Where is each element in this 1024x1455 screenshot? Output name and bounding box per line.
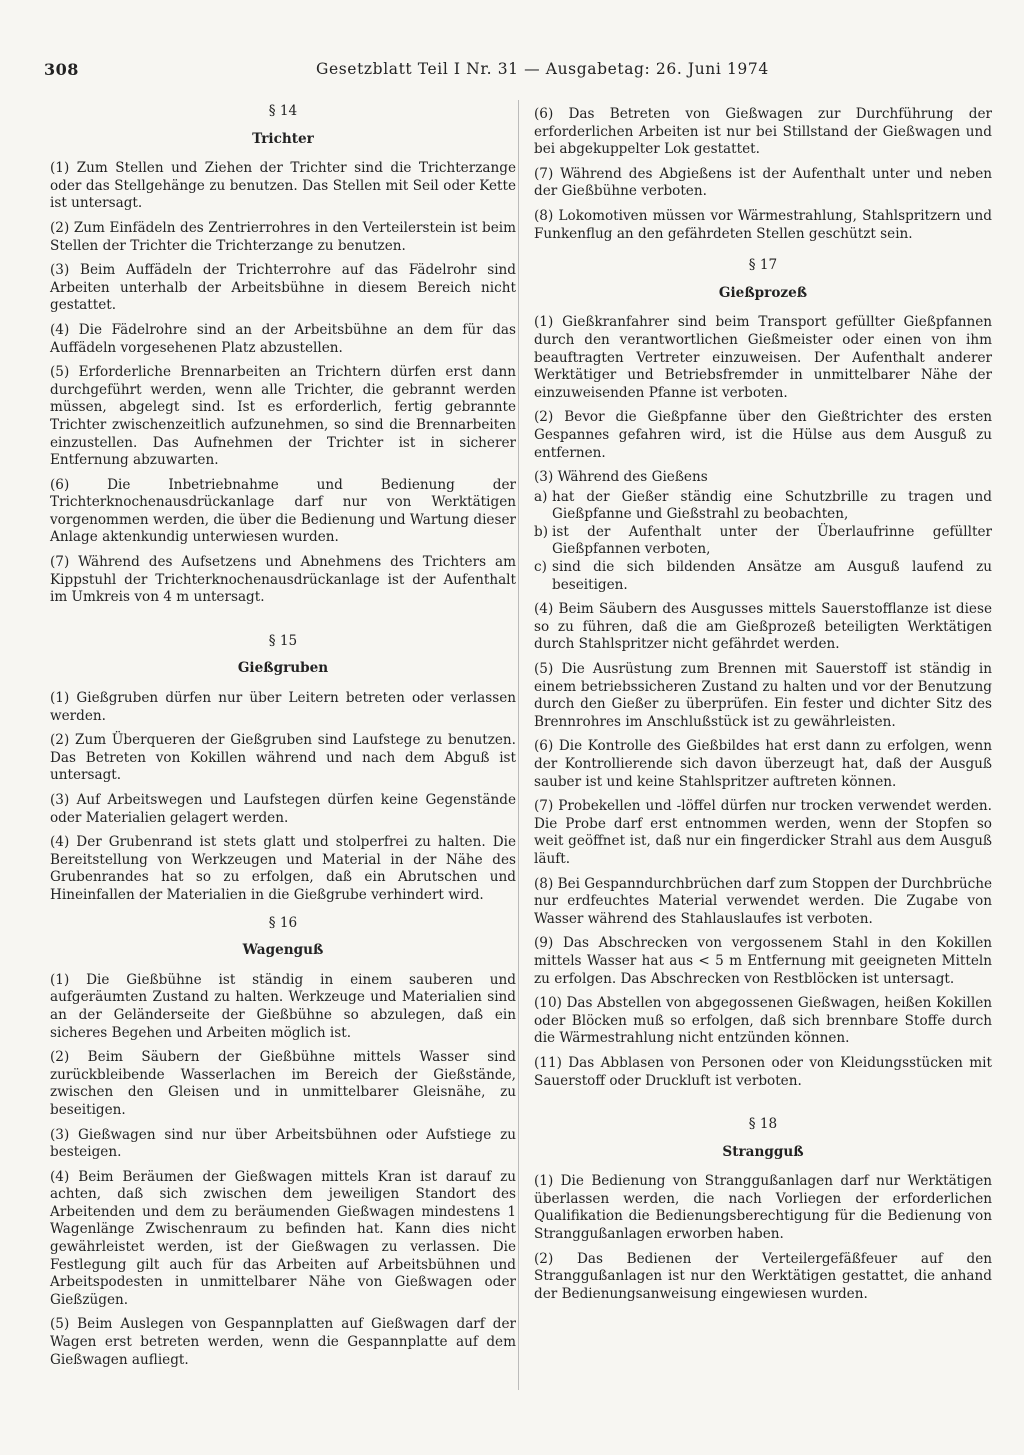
paragraph: (4) Die Fädelrohre sind an der Arbeitsbühne an dem für das Auffädeln vorgesehenen Platz abzustellen.	[50, 321, 516, 356]
paragraph: (3) Gießwagen sind nur über Arbeitsbühnen oder Aufstiege zu besteigen.	[50, 1126, 516, 1161]
item-label: a)	[534, 488, 548, 505]
paragraph: (3) Beim Auffädeln der Trichterrohre auf das Fädelrohr sind Arbeiten unterhalb der Arbeitsbühne in diesem Bereich nicht gestattet.	[50, 262, 516, 314]
item-text: sind die sich bildenden Ansätze am Ausguß laufend zu beseitigen.	[552, 559, 992, 593]
left-column	[50, 103, 516, 1376]
paragraph: (6) Die Inbetriebnahme und Bedienung der Trichterknochenausdrückanlage darf nur von Werktätigen vorgenommen werden, die über die Bedienung und Wartung dieser Anlage aktenkundig unterwiesen wurden.	[50, 476, 516, 546]
section-heading: Gießgruben	[237, 660, 329, 677]
paragraph: (1) Gießkranfahrer sind beim Transport gefüllter Gießpfannen durch den verantwortlichen Gießmeister oder einen von ihm beauftragten Vertreter einzuweisen. Der Aufenthalt anderer Werktätiger und Betriebsfremder in unmittelbarer Nähe der einzuweisenden Pfanne ist verboten.	[534, 314, 992, 401]
section-heading: Gießprozeß	[718, 284, 808, 301]
paragraph: (8) Bei Gespanndurchbrüchen darf zum Stoppen der Durchbrüche nur erdfeuchtes Material verwendet werden. Die Zugabe von Wasser während des Stahlauslaufes ist verboten.	[534, 875, 992, 927]
paragraph: (1) Gießgruben dürfen nur über Leitern betreten oder verlassen werden.	[50, 690, 516, 724]
paragraph: (2) Das Bedienen der Verteilergefäßfeuer auf den Stranggußanlagen ist nur den Werktätigen gestattet, die anhand der Bedienungsanweisung eingewiesen wurden.	[534, 1250, 992, 1302]
paragraph: (3) Auf Arbeitswegen und Laufstegen dürfen keine Gegenstände oder Materialien gelagert werden.	[50, 792, 516, 826]
paragraph: (4) Der Grubenrand ist stets glatt und stolperfrei zu halten. Die Bereitstellung von Werkzeugen und Material in der Nähe des Grubenrandes hat so zu erfolgen, daß ein Abrutschen und Hineinfallen der Materialien in die Gießgrube verhindert wird.	[50, 834, 516, 903]
paragraph: (8) Lokomotiven müssen vor Wärmestrahlung, Stahlspritzern und Funkenflug an den gefährdeten Stellen geschützt sein.	[534, 207, 992, 242]
paragraph: (4) Beim Säubern des Ausgusses mittels Sauerstofflanze ist diese so zu führen, daß die am Gießprozeß beteiligten Werktätigen durch Stahlspritzer nicht gefährdet werden.	[534, 601, 992, 653]
section-heading: Wagenguß	[242, 942, 324, 959]
section-number: § 17	[748, 257, 778, 274]
column-divider	[518, 100, 519, 1390]
item-text: ist der Aufenthalt unter der Überlaufrinne gefüllter Gießpfannen verboten,	[552, 523, 992, 558]
paragraph: (4) Beim Beräumen der Gießwagen mittels Kran ist darauf zu achten, daß sich zwischen dem jeweiligen Standort des Arbeitenden und dem zu beräumenden Gießwagen mindestens 1 Wagenlänge Zwischenraum zu befinden hat. Kann dies nicht gewährleistet werden, ist der Gießwagen zu verlassen. Die Festlegung gilt auch für das Arbeiten auf Arbeitsbühnen und Arbeitspodesten in unmittelbarer Nähe von Gießwagen oder Gießzügen.	[50, 1168, 516, 1308]
paragraph: (2) Bevor die Gießpfanne über den Gießtrichter des ersten Gespannes gefahren wird, ist die Hülse aus dem Ausguß zu entfernen.	[534, 409, 992, 461]
section-17	[534, 257, 992, 1090]
paragraph: (5) Erforderliche Brennarbeiten an Trichtern dürfen erst dann durchgeführt werden, wenn alle Trichter, die gebrannt werden müssen, abgelegt sind. Ist es erforderlich, fertig gebrannte Trichter zwischenzeitlich aufzunehmen, so sind die Brennarbeiten einzustellen. Das Aufnehmen der Trichter ist in sicherer Entfernung abzuwarten.	[50, 364, 516, 469]
paragraph: (2) Zum Überqueren der Gießgruben sind Laufstege zu benutzen. Das Betreten von Kokillen während und nach dem Abguß ist untersagt.	[50, 732, 516, 784]
paragraph: (3) Während des Gießens	[534, 469, 708, 486]
paragraph: (10) Das Abstellen von abgegossenen Gießwagen, heißen Kokillen oder Blöcken muß so erfolgen, daß sich brennbare Stoffe durch die Wärmestrahlung nicht entzünden können.	[534, 995, 992, 1047]
section-heading: Trichter	[252, 130, 314, 147]
running-header: Gesetzblatt Teil I Nr. 31 — Ausgabetag: 26. Juni 1974	[316, 60, 769, 78]
section-16	[50, 915, 516, 1370]
paragraph: (1) Die Gießbühne ist ständig in einem sauberen und aufgeräumten Zustand zu halten. Werkzeuge und Materialien sind an der Geländerseite der Gießbühne so abzulegen, daß ein sicheres Begehen und Arbeiten möglich ist.	[50, 971, 516, 1041]
section-18	[534, 1116, 992, 1303]
list-item	[534, 559, 992, 594]
paragraph: (5) Beim Auslegen von Gespannplatten auf Gießwagen darf der Wagen erst betreten werden, wenn die Gespannplatte auf dem Gießwagen aufliegt.	[50, 1316, 516, 1368]
section-heading: Strangguß	[722, 1143, 804, 1160]
paragraph: (7) Während des Aufsetzens und Abnehmens des Trichters am Kippstuhl der Trichterknochenausdrückanlage ist der Aufenthalt im Umkreis von 4 m untersagt.	[50, 554, 516, 606]
page-number: 308	[44, 60, 79, 79]
section-number: § 15	[268, 632, 298, 649]
paragraph: (5) Die Ausrüstung zum Brennen mit Sauerstoff ist ständig in einem betriebssicheren Zustand zu halten und vor der Benutzung durch den Gießer zu überprüfen. Ein fester und dichter Sitz des Brennrohres im Anschlußstück ist zu gewährleisten.	[534, 661, 992, 730]
section-16-continued	[534, 106, 992, 243]
section-number: § 18	[748, 1116, 778, 1133]
item-label: b)	[534, 523, 549, 540]
section-14	[50, 103, 516, 607]
item-text: hat der Gießer ständig eine Schutzbrille zu tragen und Gießpfanne und Gießstrahl zu beobachten,	[552, 488, 992, 523]
list-item	[534, 489, 992, 524]
paragraph: (1) Zum Stellen und Ziehen der Trichter sind die Trichterzange oder das Stellgehänge zu benutzen. Das Stellen mit Seil oder Kette ist untersagt.	[50, 160, 516, 212]
paragraph: (6) Die Kontrolle des Gießbildes hat erst dann zu erfolgen, wenn der Kontrollierende sich davon überzeugt hat, daß der Ausguß sauber ist und keine Stahlspritzer auftreten können.	[534, 738, 992, 790]
section-15	[50, 633, 516, 905]
paragraph: (2) Zum Einfädeln des Zentrierrohres in den Verteilerstein ist beim Stellen der Trichter die Trichterzange zu benutzen.	[50, 219, 516, 254]
paragraph: (7) Probekellen und -löffel dürfen nur trocken verwendet werden. Die Probe darf erst entnommen werden, wenn der Stopfen so weit geöffnet ist, daß nur ein fingerdicker Strahl aus dem Ausguß läuft.	[534, 798, 992, 867]
paragraph: (2) Beim Säubern der Gießbühne mittels Wasser sind zurückbleibende Wasserlachen im Bereich der Gießstände, zwischen den Gleisen und in unmittelbarer Gleisnähe, zu beseitigen.	[50, 1049, 516, 1118]
list-item	[534, 524, 992, 559]
paragraph: (6) Das Betreten von Gießwagen zur Durchführung der erforderlichen Arbeiten ist nur bei Stillstand der Gießwagen und bei abgekuppelter Lok gestattet.	[534, 106, 992, 158]
item-list	[534, 489, 992, 595]
paragraph: (7) Während des Abgießens ist der Aufenthalt unter und neben der Gießbühne verboten.	[534, 165, 992, 200]
paragraph: (1) Die Bedienung von Stranggußanlagen darf nur Werktätigen überlassen werden, die nach Vorliegen der erforderlichen Qualifikation die Bedienungsberechtigung für die Bedienung von Stranggußanlagen erworben haben.	[534, 1173, 992, 1243]
paragraph: (11) Das Abblasen von Personen oder von Kleidungsstücken mit Sauerstoff oder Druckluft ist verboten.	[534, 1054, 992, 1089]
section-number: § 16	[268, 914, 298, 931]
right-column	[534, 106, 992, 1310]
section-number: § 14	[268, 103, 298, 119]
paragraph: (9) Das Abschrecken von vergossenem Stahl in den Kokillen mittels Wasser hat aus < 5 m Entfernung mit geeigneten Mitteln zu erfolgen. Das Abschrecken von Restblöcken ist untersagt.	[534, 935, 992, 987]
item-label: c)	[534, 559, 547, 576]
